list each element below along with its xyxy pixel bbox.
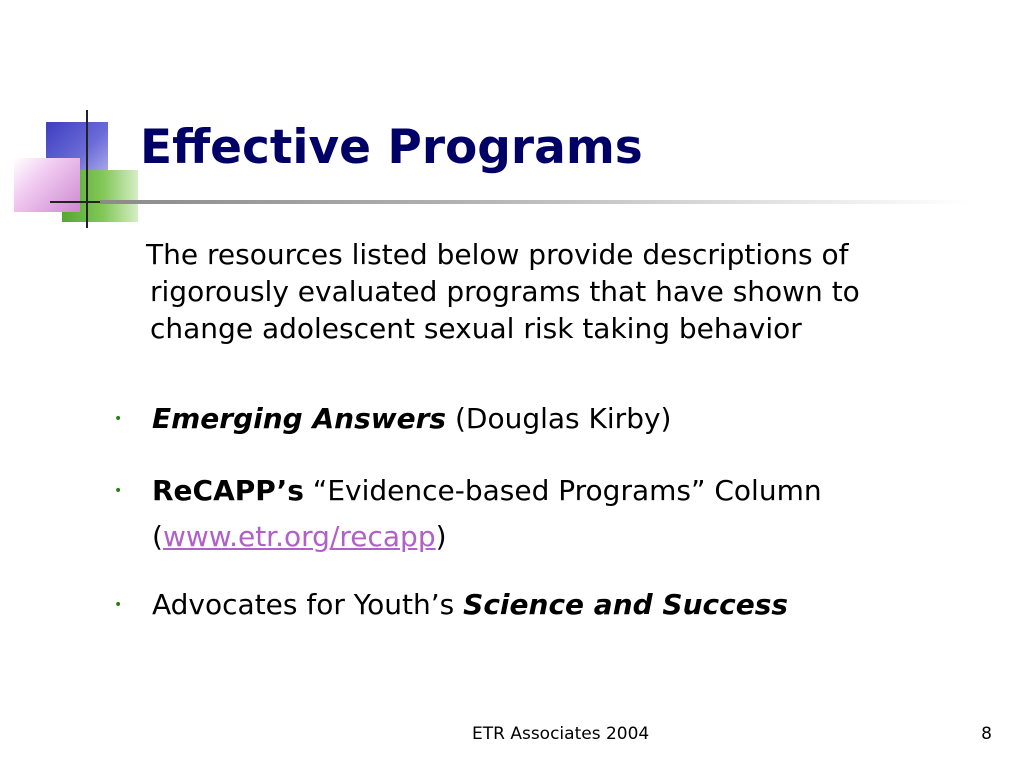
bullet-emphasis: Science and Success	[463, 588, 789, 621]
bullet-emphasis: Emerging Answers	[152, 402, 447, 435]
slide-title: Effective Programs	[140, 120, 643, 175]
paren-open: (	[152, 520, 163, 553]
page-number: 8	[981, 724, 992, 744]
logo-vertical-line	[86, 110, 88, 228]
logo-pink-square	[14, 158, 80, 212]
bullet-text: “Evidence-based Programs” Column	[303, 474, 822, 507]
intro-paragraph: The resources listed below provide descriptions of rigorously evaluated programs that have shown to change adolescent sexual risk taking behavior	[146, 238, 860, 345]
bullet-item-recapp	[114, 468, 942, 560]
title-underline-rule	[100, 200, 970, 204]
paren-close: )	[435, 520, 447, 553]
bullet-item-emerging-answers	[114, 396, 942, 442]
recapp-link[interactable]: www.etr.org/recapp	[162, 520, 436, 553]
bullet-text: (Douglas Kirby)	[446, 402, 672, 435]
bullet-icon: •	[114, 597, 123, 613]
bullet-icon: •	[114, 483, 123, 499]
bullet-text: Advocates for Youth’s	[152, 588, 464, 621]
bullet-item-advocates	[114, 582, 942, 628]
bullet-emphasis: ReCAPP’s	[152, 474, 304, 507]
footer-text: ETR Associates 2004	[472, 724, 650, 744]
bullet-icon: •	[114, 411, 123, 427]
